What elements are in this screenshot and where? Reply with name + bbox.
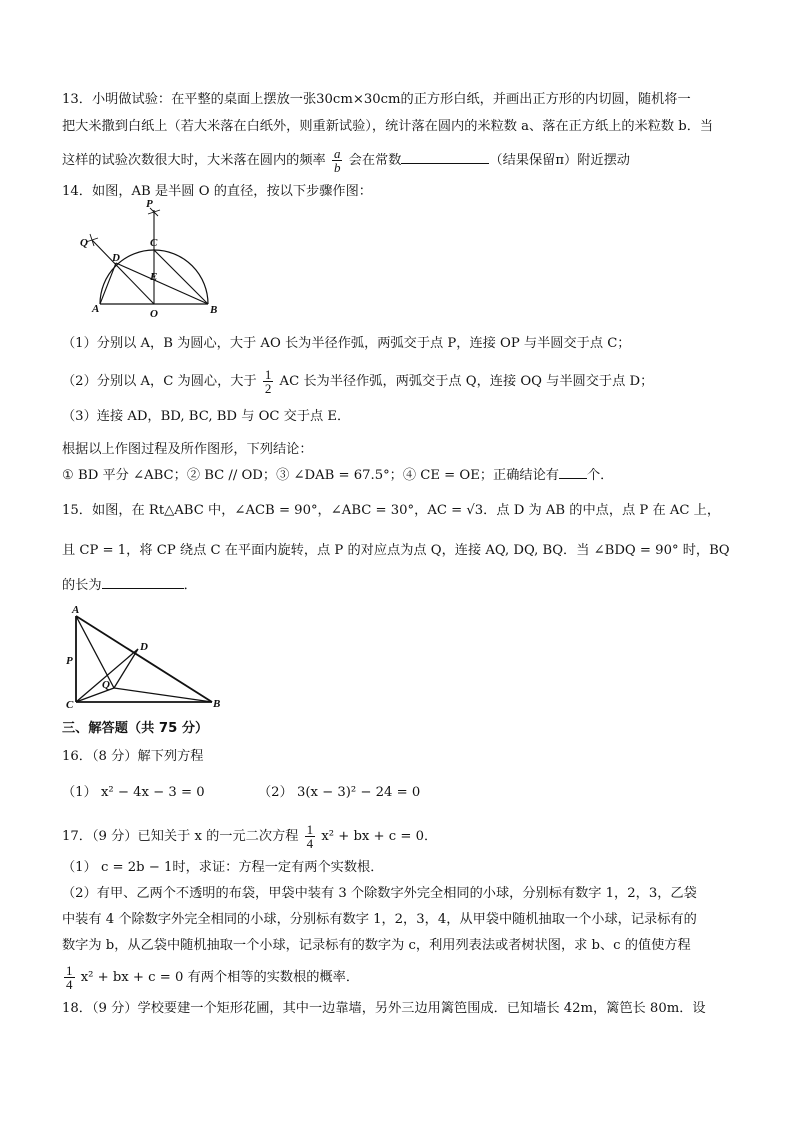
segment-ad	[100, 263, 116, 304]
q17-stem-equation: x² + bx + c = 0．	[321, 829, 438, 844]
section-3-heading: 三、解答题（共 75 分）	[62, 721, 209, 736]
q14-half-fraction	[263, 368, 274, 395]
q14-frac-denominator: 2	[264, 381, 272, 396]
q17-part-2-line-2: 中装有 4 个除数字外完全相同的小球，分别标有数字 1，2，3，4，从甲袋中随机抽取一个小球，记录标有的	[62, 912, 697, 927]
q13-line-3-text-2: 会在常数	[348, 153, 402, 168]
q14-stem: 14．如图，AB 是半圆 O 的直径，按以下步骤作图：	[62, 184, 372, 199]
q17-frac-numerator: 1	[306, 822, 314, 837]
q17-stem	[62, 823, 437, 850]
q17-quarter-fraction-2	[64, 964, 75, 991]
q13-line-3	[62, 147, 630, 174]
fig15-label-d: D	[140, 641, 148, 653]
q13-answer-blank[interactable]	[401, 153, 489, 164]
fig14-label-p: P	[146, 198, 153, 210]
fig15-label-a: A	[72, 604, 80, 616]
fig15-label-q: Q	[102, 679, 110, 691]
q15-line-3-text: 的长为	[62, 578, 102, 593]
fig14-label-q: Q	[80, 237, 88, 249]
q14-step-2-text: （2）分别以 A，C 为圆心，大于	[62, 374, 257, 389]
fig14-label-c: C	[150, 237, 158, 249]
q16-stem: 16．（8 分）解下列方程	[62, 749, 204, 764]
q15-line-3	[62, 578, 197, 594]
segment-dq	[114, 649, 138, 688]
fig14-label-d: D	[112, 252, 120, 264]
q13-frac-numerator: a	[333, 146, 341, 161]
q17-part-1: （1） c = 2b − 1时，求证：方程一定有两个实数根．	[62, 860, 384, 875]
q14-answer-blank[interactable]	[559, 468, 587, 479]
fig14-label-a: A	[92, 303, 100, 315]
q14-step-1: （1）分别以 A，B 为圆心，大于 AO 长为半径作弧，两弧交于点 P，连接 OP 与半圆交于点 C；	[62, 336, 631, 351]
q17-quarter-fraction	[305, 823, 316, 850]
q18-line-1: 18．（9 分）学校要建一个矩形花圃，其中一边靠墙，另外三边用篱笆围成．已知墙长 42m，篱笆长 80m．设	[62, 1001, 706, 1016]
q17-frac-denominator: 4	[306, 836, 314, 851]
q16-part-1: （1） x² − 4x − 3 = 0	[62, 785, 205, 800]
fig14-label-b: B	[210, 304, 218, 316]
segment-cd	[76, 649, 138, 702]
segment-aq	[76, 616, 114, 688]
q15-line-3-end: ．	[183, 578, 197, 593]
side-ab	[76, 616, 212, 702]
q14-frac-numerator: 1	[264, 367, 272, 382]
q13-frequency-fraction	[332, 147, 343, 174]
q16-part-2: （2） 3(x − 3)² − 24 = 0	[258, 785, 421, 800]
q13-frac-denominator: b	[333, 160, 341, 175]
q17-part-2-line-1: （2）有甲、乙两个不透明的布袋，甲袋中装有 3 个除数字外完全相同的小球，分别标有数字 1，2，3，乙袋	[62, 886, 697, 901]
q13-line-3-text: 这样的试验次数很大时，大米落在圆内的频率	[62, 153, 326, 168]
fig15-label-c: C	[66, 699, 74, 711]
q14-conclusions-text: ① BD 平分 ∠ABC；② BC // OD；③ ∠DAB = 67.5°；④ CE = OE；正确结论有	[62, 468, 559, 483]
fig15-label-p: P	[66, 655, 73, 667]
q14-conclusions	[62, 468, 613, 484]
q17-frac2-numerator: 1	[66, 963, 73, 978]
q17-frac2-denominator: 4	[66, 977, 73, 992]
segment-bq	[114, 688, 212, 702]
q15-line-2: 且 CP = 1，将 CP 绕点 C 在平面内旋转，点 P 的对应点为点 Q，连接 AQ, DQ, BQ．当 ∠BDQ = 90° 时，BQ	[62, 543, 730, 558]
q13-line-2: 把大米撒到白纸上（若大米落在白纸外，则重新试验），统计落在圆内的米粒数 a、落在正方纸上的米粒数 b．当	[62, 119, 714, 134]
q14-conclusions-end: 个．	[586, 468, 614, 483]
q17-stem-text: 17．（9 分）已知关于 x 的一元二次方程	[62, 829, 299, 844]
q17-part-2-line-4	[62, 964, 359, 991]
q14-semicircle-figure	[78, 198, 228, 320]
q14-step-3: （3）连接 AD，BD, BC, BD 与 OC 交于点 E．	[62, 409, 351, 424]
segment-bd	[116, 263, 208, 304]
q15-line-1: 15．如图，在 Rt△ABC 中，∠ACB = 90°，∠ABC = 30°，AC = √3．点 D 为 AB 的中点，点 P 在 AC 上，	[62, 503, 721, 518]
q14-step-2-text-2: AC 长为半径作弧，两弧交于点 Q，连接 OQ 与半圆交于点 D；	[279, 374, 654, 389]
q15-triangle-figure	[64, 604, 224, 711]
q17-part-2-line-3: 数字为 b，从乙袋中随机抽取一个小球，记录标有的数字为 c，利用列表法或者树状图，求 b、c 的值使方程	[62, 938, 691, 953]
fig15-label-b: B	[213, 698, 221, 710]
fig14-label-e: E	[150, 271, 158, 283]
q15-answer-blank[interactable]	[102, 578, 184, 589]
q13-line-3-text-3: （结果保留π）附近摆动	[489, 153, 630, 168]
segment-bc	[154, 250, 208, 304]
q14-step-2	[62, 368, 653, 395]
q17-part-2-line-4-text: x² + bx + c = 0 有两个相等的实数根的概率．	[80, 970, 360, 985]
q13-line-1: 13．小明做试验：在平整的桌面上摆放一张30cm×30cm的正方形白纸，并画出正方形的内切圆，随机将一	[62, 92, 691, 107]
fig14-label-o: O	[150, 308, 158, 320]
q14-intro: 根据以上作图过程及所作图形，下列结论：	[62, 442, 313, 457]
